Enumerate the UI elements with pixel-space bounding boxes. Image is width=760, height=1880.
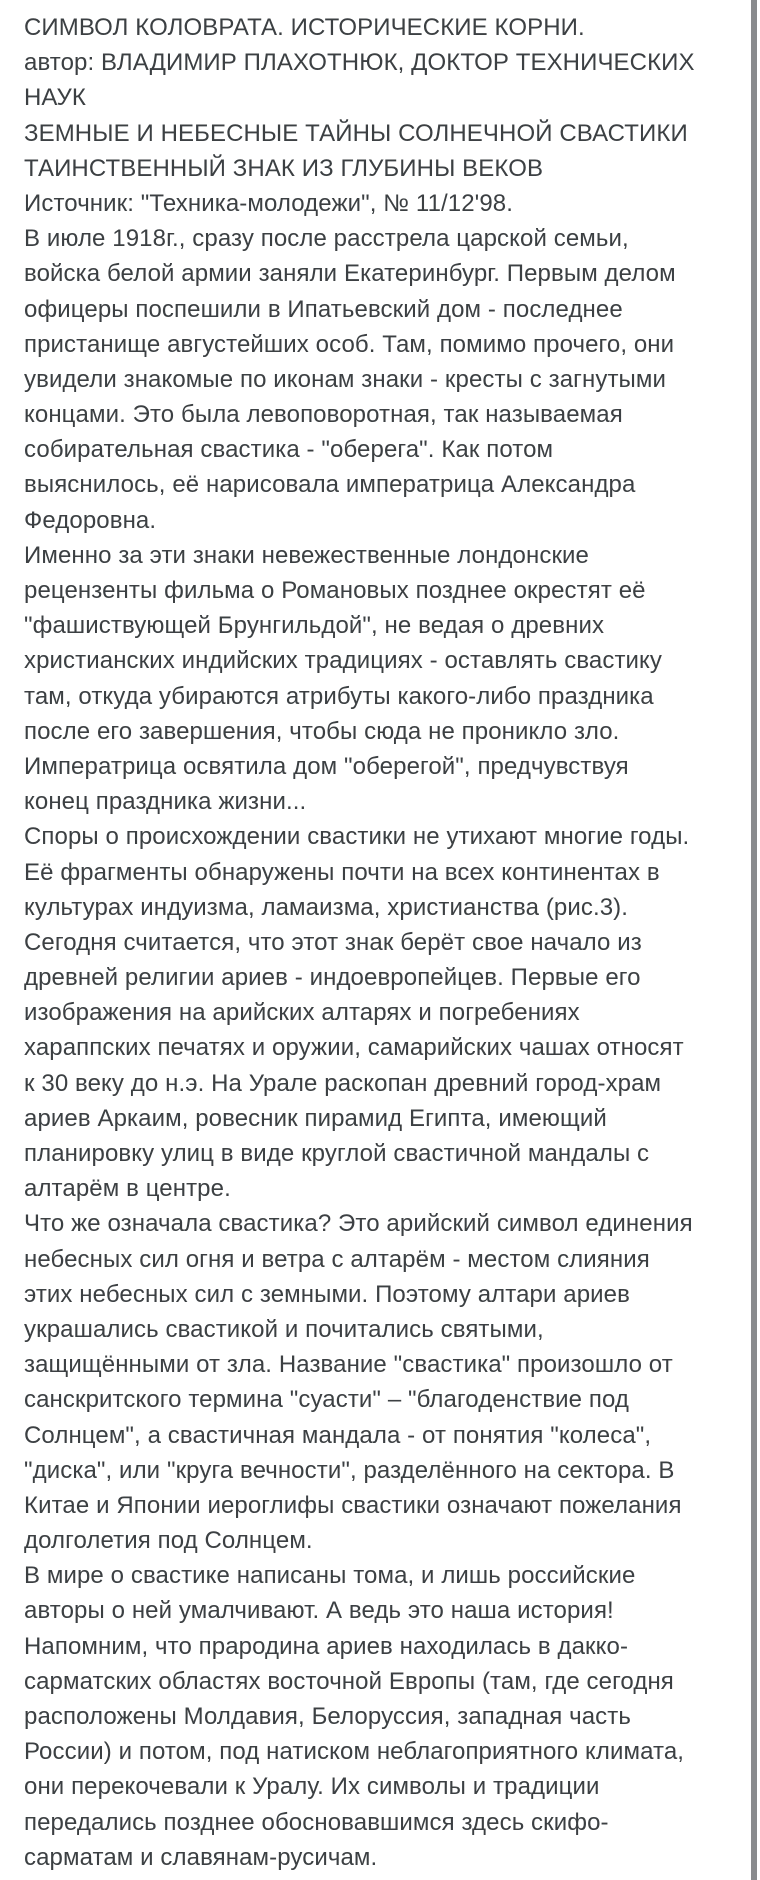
text-line: небесных сил огня и ветра с алтарём - местом слияния bbox=[24, 1245, 650, 1273]
text-line: Сегодня считается, что этот знак берёт свое начало из bbox=[24, 928, 642, 956]
text-line: там, откуда убираются атрибуты какого-либо праздника bbox=[24, 682, 654, 710]
text-line: Её фрагменты обнаружены почти на всех континентах в bbox=[24, 858, 660, 886]
text-line: Китае и Японии иероглифы свастики означают пожелания bbox=[24, 1491, 682, 1519]
text-line: Солнцем", а свастичная мандала - от понятия "колеса", bbox=[24, 1421, 652, 1449]
text-line: алтарём в центре. bbox=[24, 1175, 231, 1203]
text-line: передались позднее обосновавшимся здесь скифо- bbox=[24, 1808, 609, 1836]
text-line: изображения на арийских алтарях и погребениях bbox=[24, 999, 580, 1027]
text-line: защищёнными от зла. Название "свастика" произошло от bbox=[24, 1351, 673, 1379]
text-line: Именно за эти знаки невежественные лондонские bbox=[24, 541, 589, 569]
text-line: культурах индуизма, ламаизма, христианства (рис.3). bbox=[24, 893, 629, 921]
text-line: ариев Аркаим, ровесник пирамид Египта, имеющий bbox=[24, 1104, 607, 1132]
text-line: В июле 1918г., сразу после расстрела царской семьи, bbox=[24, 225, 629, 253]
text-line: Источник: "Техника-молодежи", № 11/12'98. bbox=[24, 189, 514, 217]
text-line: ЗЕМНЫЕ И НЕБЕСНЫЕ ТАЙНЫ СОЛНЕЧНОЙ СВАСТИКИ bbox=[24, 119, 688, 147]
text-line: сарматских областях восточной Европы (там, где сегодня bbox=[24, 1667, 674, 1695]
text-line: расположены Молдавия, Белоруссия, западная часть bbox=[24, 1703, 631, 1730]
text-line: хараппских печатях и оружии, самарийских чашах относят bbox=[24, 1034, 684, 1062]
text-line: увидели знакомые по иконам знаки - кресты с загнутыми bbox=[24, 365, 667, 393]
text-line: "фашиствующей Брунгильдой", не ведая о древних bbox=[24, 612, 605, 640]
text-line: концами. Это была левоповоротная, так называемая bbox=[24, 401, 623, 429]
text-line: конец праздника жизни... bbox=[24, 788, 307, 816]
text-line: Споры о происхождении свастики не утихают многие годы. bbox=[24, 823, 690, 851]
text-line: Напомним, что прародина ариев находилась в дакко- bbox=[24, 1632, 629, 1660]
text-line: автор: ВЛАДИМИР ПЛАХОТНЮК, ДОКТОР ТЕХНИЧЕСКИХ bbox=[24, 49, 695, 77]
text-line: этих небесных сил с земными. Поэтому алтари ариев bbox=[24, 1280, 630, 1308]
text-line: древней религии ариев - индоевропейцев. Первые его bbox=[24, 964, 641, 992]
text-line: НАУК bbox=[24, 84, 86, 112]
text-line: к 30 веку до н.э. На Урале раскопан древний город-храм bbox=[24, 1069, 662, 1097]
text-line: рецензенты фильма о Романовых позднее окрестят её bbox=[24, 577, 646, 604]
text-line: они перекочевали к Уралу. Их символы и традиции bbox=[24, 1773, 600, 1801]
text-line: украшались свастикой и почитались святыми, bbox=[24, 1315, 544, 1343]
text-line: собирательная свастика - "оберега". Как потом bbox=[24, 436, 554, 464]
text-line: выяснилось, её нарисовала императрица Александра bbox=[24, 471, 636, 499]
text-line: долголетия под Солнцем. bbox=[24, 1527, 313, 1555]
scrollbar-thumb[interactable] bbox=[751, 0, 757, 1880]
text-line: России) и потом, под натиском неблагоприятного климата, bbox=[24, 1738, 685, 1766]
text-line: В мире о свастике написаны тома, и лишь российские bbox=[24, 1562, 636, 1590]
text-line: Федоровна. bbox=[24, 506, 157, 534]
text-line: Императрица освятила дом "оберегой", предчувствуя bbox=[24, 752, 629, 780]
text-line: офицеры поспешили в Ипатьевский дом - последнее bbox=[24, 295, 623, 323]
text-line: планировку улиц в виде круглой свастичной мандалы с bbox=[24, 1140, 650, 1167]
text-line: санскритского термина "суасти" – "благоденствие под bbox=[24, 1386, 630, 1414]
text-line: ТАИНСТВЕННЫЙ ЗНАК ИЗ ГЛУБИНЫ ВЕКОВ bbox=[24, 154, 544, 182]
text-line: сарматам и славянам-русичам. bbox=[24, 1843, 378, 1871]
text-line: христианских индийских традициях - оставлять свастику bbox=[24, 647, 663, 675]
text-line: Что же означала свастика? Это арийский символ единения bbox=[24, 1210, 693, 1238]
text-line: войска белой армии заняли Екатеринбург. Первым делом bbox=[24, 260, 676, 288]
text-line: после его завершения, чтобы сюда не проникло зло. bbox=[24, 717, 620, 745]
text-line: "диска", или "круга вечности", разделённого на сектора. В bbox=[24, 1456, 675, 1484]
text-line: авторы о ней умалчивают. А ведь это наша история! bbox=[24, 1597, 614, 1625]
text-line: пристанище августейших особ. Там, помимо прочего, они bbox=[24, 330, 675, 358]
text-line: СИМВОЛ КОЛОВРАТА. ИСТОРИЧЕСКИЕ КОРНИ. bbox=[24, 14, 585, 41]
